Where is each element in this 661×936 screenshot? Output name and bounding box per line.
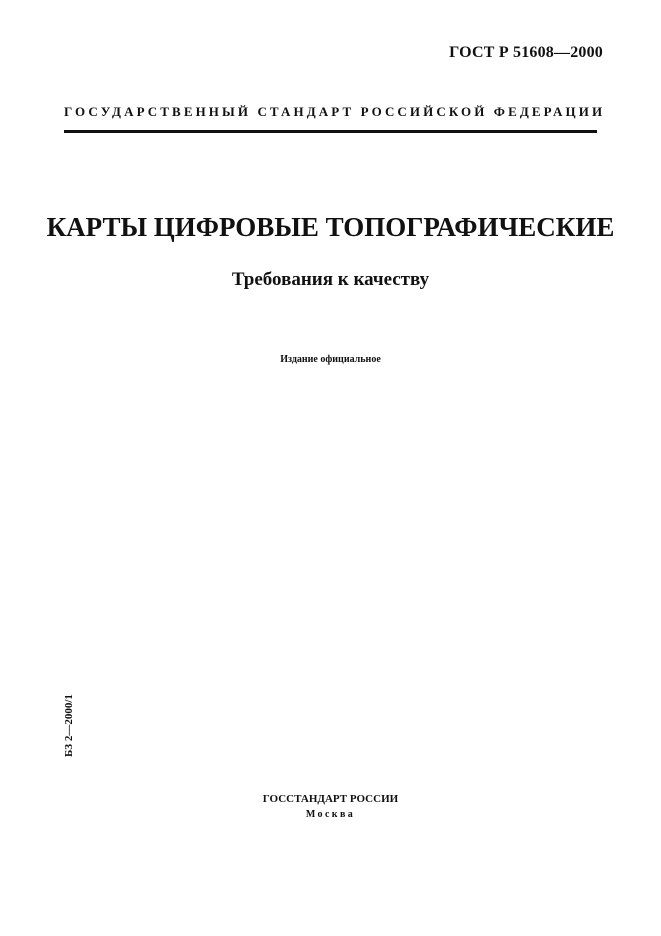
publisher: ГОССТАНДАРТ РОССИИ	[262, 793, 399, 805]
page-subtitle: Требования к качеству	[231, 269, 430, 290]
header-divider	[64, 130, 597, 133]
side-code: БЗ 2—2000/1	[63, 694, 75, 757]
edition-label: Издание официальное	[280, 354, 381, 365]
page-title: КАРТЫ ЦИФРОВЫЕ ТОПОГРАФИЧЕСКИЕ	[46, 212, 615, 242]
header-text: ГОСУДАРСТВЕННЫЙ СТАНДАРТ РОССИЙСКОЙ ФЕДЕРАЦИИ	[64, 104, 606, 119]
document-code: ГОСТ Р 51608—2000	[449, 44, 603, 61]
city: Москва	[305, 809, 356, 820]
